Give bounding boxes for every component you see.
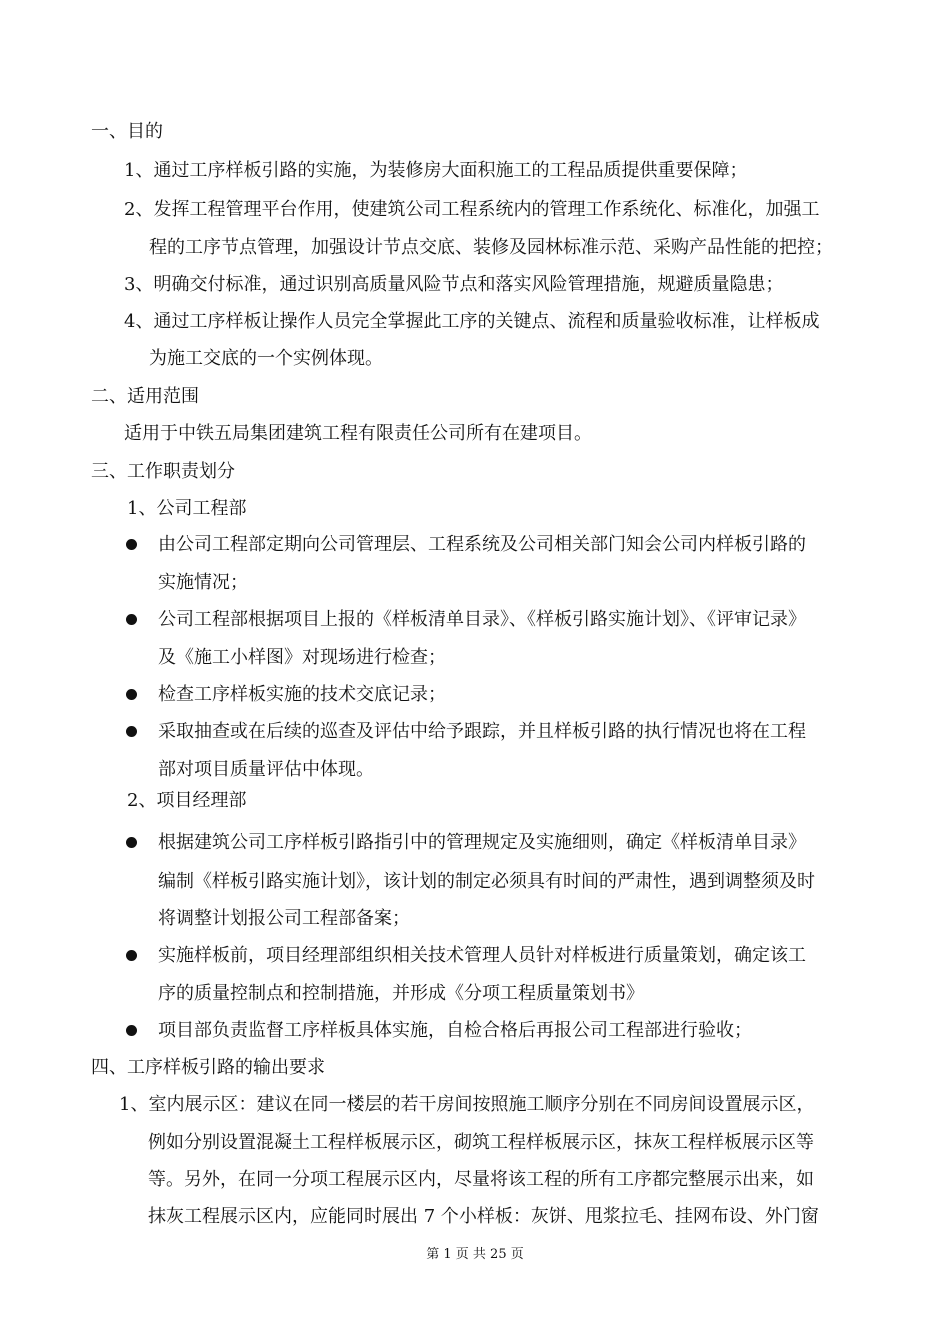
bullet-item-line: 将调整计划报公司工程部备案； (158, 908, 410, 929)
bullet-item-line: 公司工程部根据项目上报的《样板清单目录》、《样板引路实施计划》、《评审记录》 (158, 609, 806, 630)
subsection-title: 2、项目经理部 (127, 790, 247, 811)
numbered-item-line: 2、发挥工程管理平台作用，使建筑公司工程系统内的管理工作系统化、标准化，加强工 (124, 199, 820, 220)
bullet-item-line: 实施情况； (158, 572, 248, 593)
numbered-item-line: 1、室内展示区：建议在同一楼层的若干房间按照施工顺序分别在不同房间设置展示区， (119, 1094, 815, 1115)
numbered-item-line: 为施工交底的一个实例体现。 (149, 348, 383, 369)
bullet-icon (126, 689, 137, 700)
bullet-icon (126, 614, 137, 625)
bullet-item-line: 项目部负责监督工序样板具体实施，自检合格后再报公司工程部进行验收； (158, 1020, 752, 1041)
section-heading: 二、适用范围 (91, 386, 199, 407)
bullet-item-line: 序的质量控制点和控制措施，并形成《分项工程质量策划书》 (158, 983, 644, 1004)
numbered-item-line: 等。另外，在同一分项工程展示区内，尽量将该工程的所有工序都完整展示出来，如 (148, 1169, 814, 1190)
section-heading: 一、目的 (91, 121, 163, 142)
bullet-item-line: 采取抽查或在后续的巡查及评估中给予跟踪，并且样板引路的执行情况也将在工程 (158, 721, 806, 742)
numbered-item-line: 抹灰工程展示区内，应能同时展出 7 个小样板：灰饼、甩浆拉毛、挂网布设、外门窗 (148, 1206, 819, 1227)
paragraph-text: 适用于中铁五局集团建筑工程有限责任公司所有在建项目。 (124, 423, 592, 444)
bullet-item-line: 编制《样板引路实施计划》，该计划的制定必须具有时间的严肃性，遇到调整须及时 (158, 871, 815, 892)
numbered-item-line: 例如分别设置混凝土工程样板展示区，砌筑工程样板展示区，抹灰工程样板展示区等 (148, 1132, 814, 1153)
bullet-item-line: 部对项目质量评估中体现。 (158, 759, 374, 780)
section-heading: 三、工作职责划分 (91, 461, 235, 482)
bullet-item-line: 由公司工程部定期向公司管理层、工程系统及公司相关部门知会公司内样板引路的 (158, 534, 806, 555)
bullet-item-line: 实施样板前，项目经理部组织相关技术管理人员针对样板进行质量策划，确定该工 (158, 945, 806, 966)
numbered-item-line: 4、通过工序样板让操作人员完全掌握此工序的关键点、流程和质量验收标准，让样板成 (124, 311, 820, 332)
numbered-item-line: 程的工序节点管理，加强设计节点交底、装修及园林标准示范、采购产品性能的把控； (149, 237, 833, 258)
page-number-footer: 第 1 页 共 25 页 (426, 1247, 524, 1262)
bullet-item-line: 检查工序样板实施的技术交底记录； (158, 684, 446, 705)
bullet-icon (126, 726, 137, 737)
bullet-icon (126, 950, 137, 961)
subsection-title: 1、公司工程部 (127, 498, 247, 519)
numbered-item-line: 3、明确交付标准，通过识别高质量风险节点和落实风险管理措施，规避质量隐患； (124, 274, 784, 295)
section-heading: 四、工序样板引路的输出要求 (91, 1057, 325, 1078)
bullet-icon (126, 539, 137, 550)
numbered-item-line: 1、通过工序样板引路的实施，为装修房大面积施工的工程品质提供重要保障； (124, 160, 748, 181)
bullet-item-line: 根据建筑公司工序样板引路指引中的管理规定及实施细则，确定《样板清单目录》 (158, 832, 806, 853)
bullet-icon (126, 837, 137, 848)
bullet-icon (126, 1025, 137, 1036)
bullet-item-line: 及《施工小样图》对现场进行检查； (158, 647, 446, 668)
